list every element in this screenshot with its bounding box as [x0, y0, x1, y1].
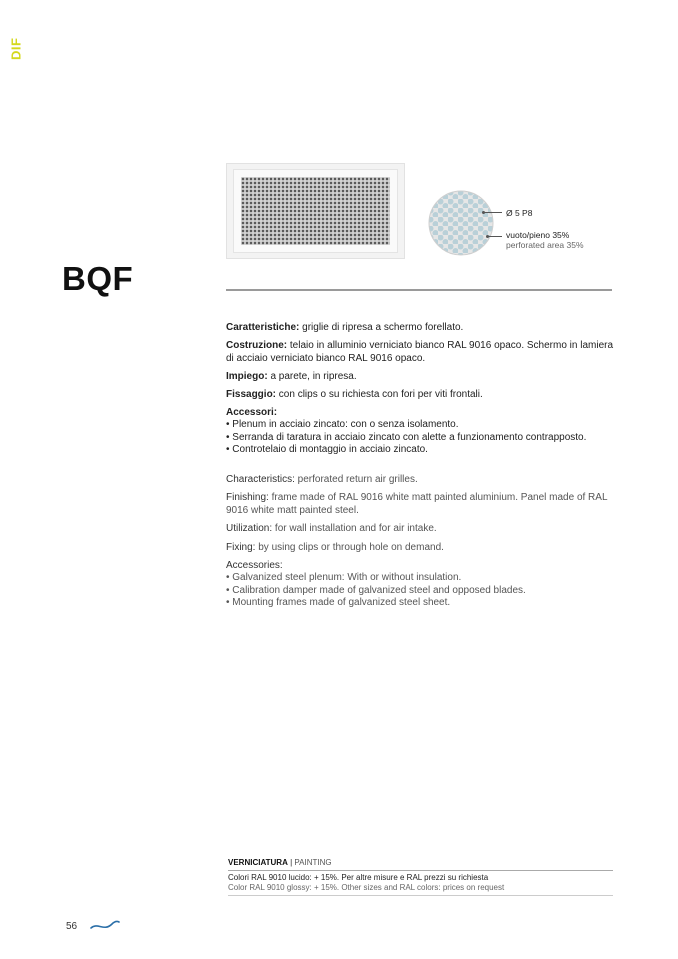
characteristics-en-label: Characteristics: [226, 474, 295, 485]
fixing-it [226, 389, 618, 402]
hole-leader-line [484, 212, 502, 213]
construction-it-text: telaio in alluminio verniciato bianco RAL 9016 opaco. Schermo in lamiera di acciaio verniciato bianco RAL 9016 opaco. [226, 340, 614, 364]
finishing-en-text: frame made of RAL 9016 white matt painted aluminium. Panel made of RAL 9016 white matt painted steel. [226, 492, 608, 516]
fixing-en-text: by using clips or through hole on demand. [255, 542, 444, 553]
fixing-en [226, 542, 618, 555]
accessories-en-heading [226, 560, 618, 573]
fixing-it-text: con clips o su richiesta con fori per viti frontali. [276, 389, 483, 400]
area-leader-dot [486, 235, 489, 238]
hole-spec: Ø 5 P8 [506, 208, 533, 218]
characteristics-it-label: Caratteristiche: [226, 322, 300, 333]
use-it-label: Impiego: [226, 371, 268, 382]
brand-swoosh-icon [90, 918, 120, 932]
fixing-en-label: Fixing: [226, 542, 256, 553]
painting-line-it: Colori RAL 9010 lucido: + 15%. Per altre misure e RAL prezzi su richiesta [228, 873, 489, 882]
list-item: • Controtelaio di montaggio in acciaio zincato. [226, 444, 428, 455]
perforated-screen [241, 177, 390, 245]
area-spec-en: perforated area 35% [506, 240, 584, 250]
accessories-it-label: Accessori: [226, 407, 278, 418]
painting-row [228, 871, 613, 896]
painting-header-en: PAINTING [294, 858, 332, 867]
construction-it [226, 340, 618, 365]
accessories-en-list [226, 572, 526, 610]
hole-leader-dot [482, 211, 485, 214]
list-item: • Calibration damper made of galvanized steel and opposed blades. [226, 584, 526, 596]
list-item: • Mounting frames made of galvanized steel sheet. [226, 597, 451, 608]
accessories-it-heading [226, 407, 618, 420]
painting-header-sep: | [287, 858, 295, 867]
page-number: 56 [66, 921, 78, 932]
finishing-en [226, 492, 618, 517]
grille-frame [233, 169, 398, 253]
divider [226, 289, 612, 291]
accessories-en-label: Accessories: [226, 560, 283, 571]
characteristics-en [226, 474, 618, 487]
utilization-en [226, 523, 618, 536]
grille-photo [226, 163, 405, 259]
area-leader-line [488, 236, 502, 237]
list-item: • Serranda di taratura in acciaio zincato con alette a funzionamento contrapposto. [226, 431, 587, 443]
painting-line-en: Color RAL 9010 glossy: + 15%. Other sizes and RAL colors: prices on request [228, 883, 505, 892]
characteristics-it [226, 322, 618, 335]
painting-box [228, 858, 613, 896]
list-item: • Plenum in acciaio zincato: con o senza isolamento. [226, 419, 459, 430]
fixing-it-label: Fissaggio: [226, 389, 277, 400]
section-tab: DIF [8, 37, 24, 61]
finishing-en-label: Finishing: [226, 492, 269, 503]
characteristics-en-text: perforated return air grilles. [294, 474, 418, 485]
characteristics-it-text: griglie di ripresa a schermo forellato. [299, 322, 464, 333]
painting-header-it: VERNICIATURA [228, 858, 288, 867]
area-spec-it: vuoto/pieno 35% [506, 230, 570, 240]
utilization-en-label: Utilization: [226, 523, 273, 534]
utilization-en-text: for wall installation and for air intake. [272, 523, 437, 534]
perforation-detail-icon [428, 190, 494, 256]
use-it-text: a parete, in ripresa. [267, 371, 357, 382]
list-item: • Galvanized steel plenum: With or without insulation. [226, 572, 462, 583]
use-it [226, 371, 618, 384]
construction-it-label: Costruzione: [226, 340, 288, 351]
product-title: BQF [62, 260, 134, 297]
accessories-it-list [226, 419, 586, 457]
painting-header [228, 858, 613, 871]
